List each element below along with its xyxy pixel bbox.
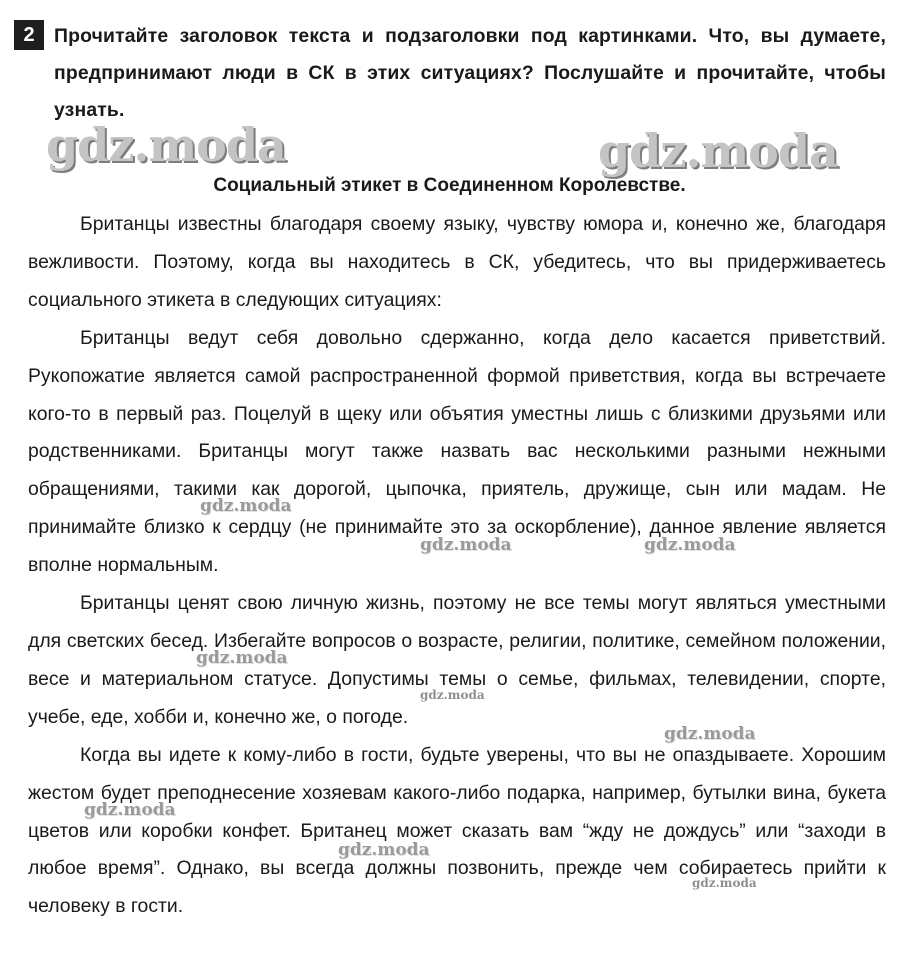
watermark: gdz.moda	[598, 124, 838, 178]
watermark: gdz.moda	[84, 800, 176, 820]
watermark: gdz.moda	[46, 118, 286, 172]
watermark: gdz.moda	[200, 496, 292, 516]
watermark: gdz.moda	[692, 876, 757, 890]
watermark: gdz.moda	[644, 535, 736, 555]
task-number-badge: 2	[14, 20, 44, 50]
paragraph-visiting: Когда вы идете к кому-либо в гости, будьте уверены, что вы не опаздываете. Хорошим жестом будет преподнесение хозяевам какого-либо подарка, например, бутылки вина, букета цветов или коробки конфет. Британец может сказать вам “жду не дождусь” или “заходи в любое время”. Однако, вы всегда должны позвонить, прежде чем собираетесь прийти к человеку в гости.	[28, 743, 886, 918]
task-header	[14, 18, 886, 129]
watermark: gdz.moda	[664, 724, 756, 744]
paragraph-intro: Британцы известны благодаря своему языку, чувству юмора и, конечно же, благодаря вежливости. Поэтому, когда вы находитесь в СК, убедитесь, что вы придерживаетесь социального этикета в следующих ситуациях:	[28, 213, 886, 311]
watermark: gdz.moda	[338, 840, 430, 860]
watermark: gdz.moda	[196, 648, 288, 668]
text-title: Социальный этикет в Соединенном Королевстве.	[213, 175, 686, 196]
paragraph-small-talk: Британцы ценят свою личную жизнь, поэтому не все темы могут являться уместными для светских бесед. Избегайте вопросов о возрасте, религии, политике, семейном положении, весе и материальном статусе. Допустимы темы о семье, фильмах, телевидении, спорте, учебе, еде, хобби и, конечно же, о погоде.	[28, 592, 886, 728]
watermark: gdz.moda	[420, 535, 512, 555]
paragraph-greetings: Британцы ведут себя довольно сдержанно, когда дело касается приветствий. Рукопожатие является самой распространенной формой приветствия, когда вы встречаете кого-то в первый раз. Поцелуй в щеку или объятия уместны лишь с близкими друзьями или родственниками. Британцы могут также назвать вас несколькими разными нежными обращениями, такими как дорогой, цыпочка, приятель, дружище, сын или мадам. Не принимайте близко к сердцу (не принимайте это за оскорбление), данное явление является вполне нормальным.	[28, 326, 886, 577]
watermark: gdz.moda	[420, 688, 485, 702]
task-instruction: Прочитайте заголовок текста и подзаголовки под картинками. Что, вы думаете, предпринимают люди в СК в этих ситуациях? Послушайте и прочитайте, чтобы узнать.	[54, 25, 886, 121]
